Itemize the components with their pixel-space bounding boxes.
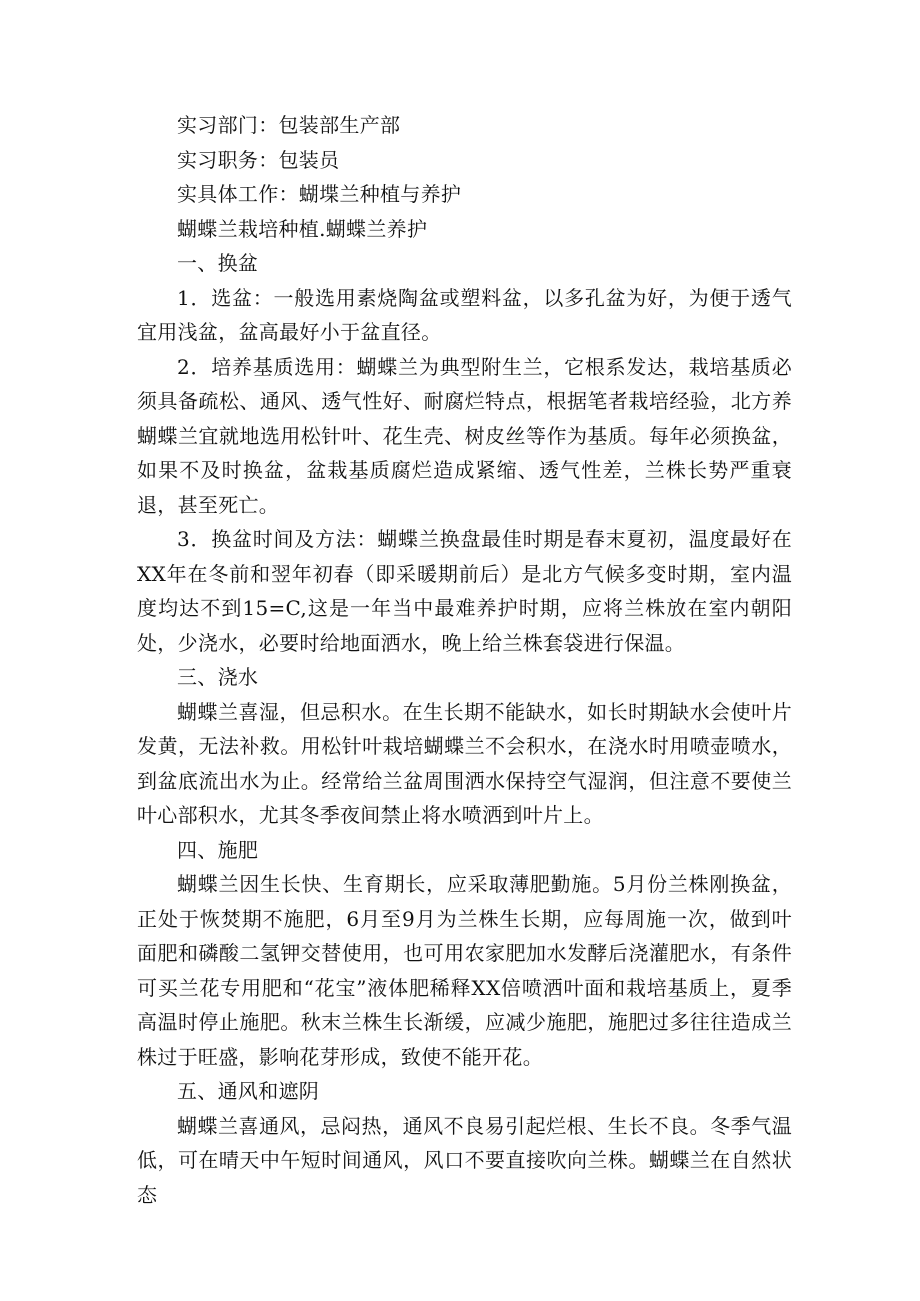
work-line: 实具体工作：蝴堞兰种植与养护 bbox=[177, 182, 462, 206]
subtitle-line: 蝴蝶兰栽培种植.蝴蝶兰养护 bbox=[177, 216, 428, 241]
section-heading-repot: 一、换盆 bbox=[177, 251, 259, 275]
department-line: 实习部门：包装部生产部 bbox=[177, 113, 401, 137]
section-heading-fertilizing: 四、施肥 bbox=[177, 837, 259, 862]
paragraph-fertilizing: 蝴蝶兰因生长快、生育期长，应采取薄肥勤施。5月份兰株刚换盆，正处于恢焚期不施肥，6月至9月为兰株生长期，应每周施一次，做到叶面肥和磷酸二氢钾交替使用，也可用农家肥加水发酵后浇灌肥水，有条件可买兰花专用肥和“花宝”液体肥稀释XX倍喷洒叶面和栽培基质上，夏季高温时停止施肥。秋末兰株生长渐缓，应减少施肥，施肥过多往往造成兰株过于旺盛，影响花芽形成，致使不能开花。 bbox=[137, 872, 792, 1069]
section-heading-ventilation: 五、通风和遮阴 bbox=[177, 1079, 320, 1103]
section-heading-watering: 三、浇水 bbox=[177, 665, 259, 689]
paragraph-watering: 蝴蝶兰喜湿，但忌积水。在生长期不能缺水，如长时期缺水会使叶片发黄，无法补救。用松针叶栽培蝴蝶兰不会积水，在浇水时用喷壶喷水，到盆底流出水为止。经常给兰盆周围洒水保持空气湿润，但注意不要使兰叶心部积水，尤其冬季夜间禁止将水喷洒到叶片上。 bbox=[137, 699, 792, 827]
paragraph-pot-selection: 1．选盆：一般选用素烧陶盆或塑料盆，以多孔盆为好，为便于透气宜用浅盆，盆高最好小于盆直径。 bbox=[137, 285, 792, 344]
position-line: 实习职务：包装员 bbox=[177, 147, 340, 172]
paragraph-ventilation: 蝴蝶兰喜通风，忌闷热，通风不良易引起烂根、生长不良。冬季气温低，可在晴天中午短时间通风，风口不要直接吹向兰株。蝴蝶兰在自然状态 bbox=[137, 1113, 792, 1207]
document-page bbox=[137, 108, 792, 1212]
paragraph-substrate: 2．培养基质选用：蝴蝶兰为典型附生兰，它根系发达，栽培基质必须具备疏松、通风、透气性好、耐腐烂特点，根据笔者栽培经验，北方养蝴蝶兰宜就地选用松针叶、花生壳、树皮丝等作为基质。每年必须换盆，如果不及时换盆，盆栽基质腐烂造成紧缩、透气性差，兰株长势严重衰退，甚至死亡。 bbox=[137, 354, 792, 517]
paragraph-repot-method: 3．换盆时间及方法：蝴蝶兰换盘最佳时期是春末夏初，温度最好在XX年在冬前和翌年初春（即采暖期前后）是北方气候多变时期，室内温度均达不到15=C,这是一年当中最难养护时期，应将兰株放在室内朝阳处，少浇水，必要时给地面洒水，晚上给兰株套袋进行保温。 bbox=[137, 527, 792, 655]
